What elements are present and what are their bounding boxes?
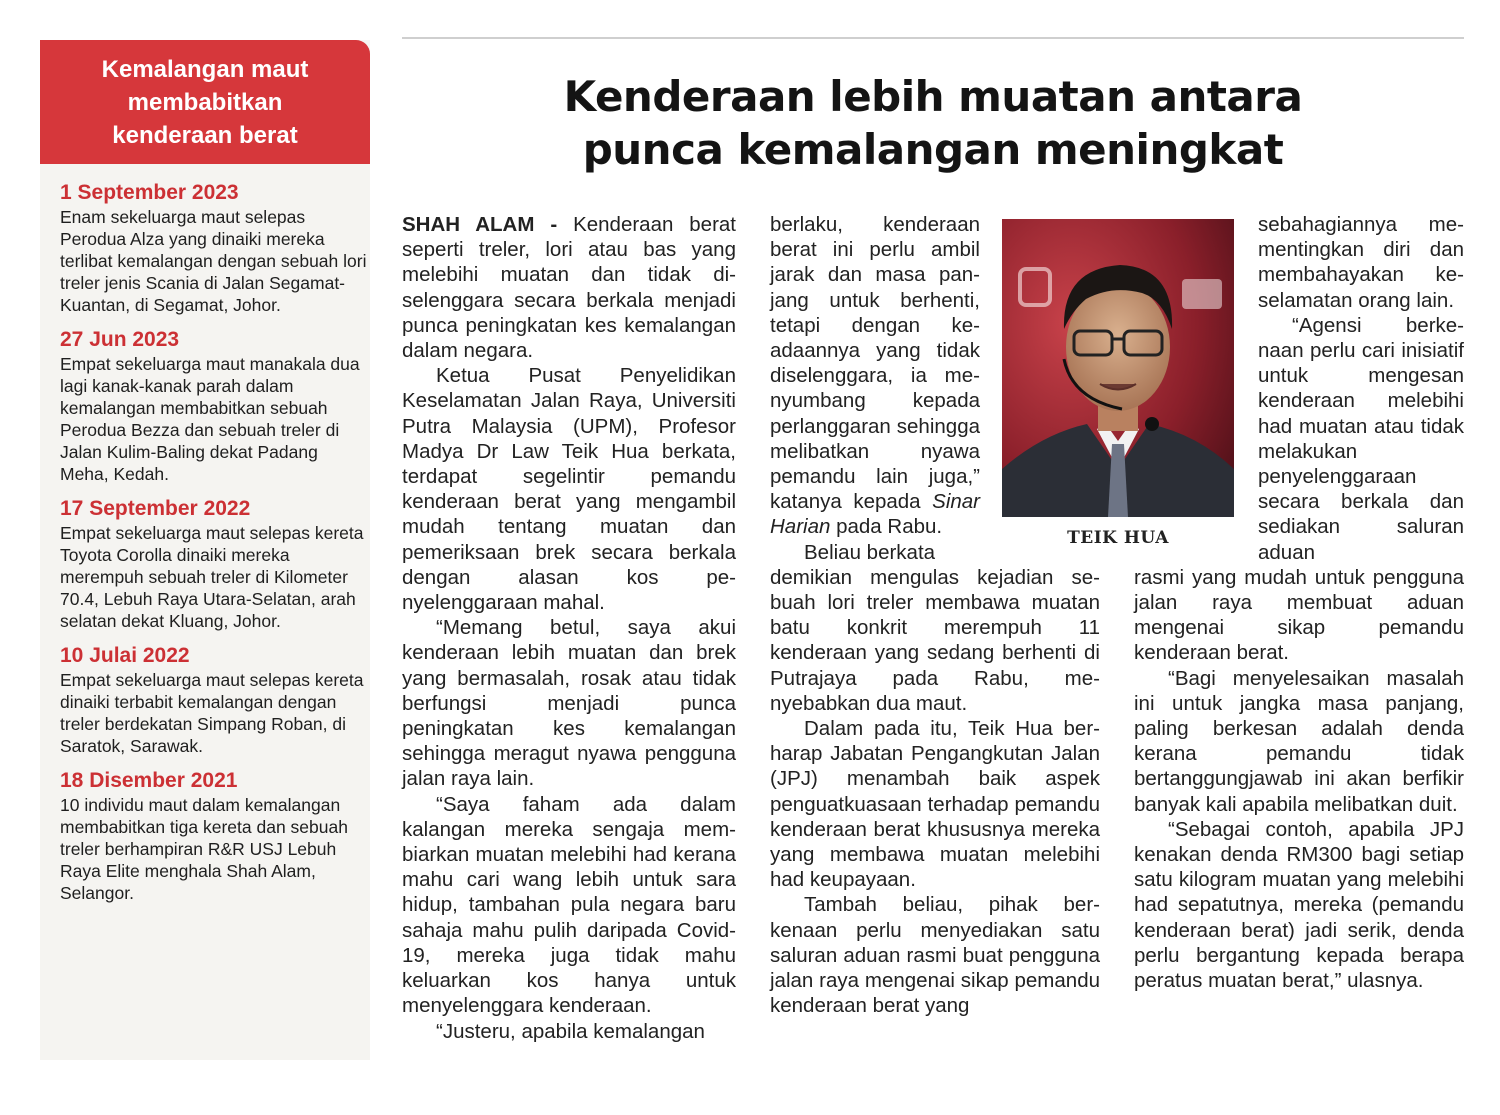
- article-paragraph: Tambah beliau, pihak berkenaan perlu menyediakan satu saluran aduan rasmi buat pengguna jalan raya mengenai sikap pemandu kenderaan berat yang: [770, 893, 1100, 1018]
- article-paragraph-continued: sebahagiannya mementingkan diri dan membahayakan keselamatan orang lain.: [1258, 213, 1464, 312]
- article-paragraph: Dalam pada itu, Teik Hua berharap Jabatan Pengangkutan Jalan (JPJ) menambah baik aspek penguatkuasaan terhadap pemandu kenderaan berat khususnya mereka yang membawa muatan melebihi had keupayaan.: [770, 717, 1100, 892]
- event-description: 10 individu maut dalam kemalangan membabitkan tiga kereta dan sebuah treler berhampiran R&R USJ Lebuh Raya Elite menghala Shah Alam, Selangor.: [60, 795, 348, 903]
- newspaper-name: Sinar Harian: [770, 490, 980, 539]
- paragraph-text: pada Rabu.: [836, 515, 943, 539]
- event-date: 18 Disember 2021: [60, 769, 238, 792]
- event-date: 27 Jun 2023: [60, 328, 180, 351]
- event-item: [60, 327, 370, 485]
- article-paragraph: “Memang betul, saya akui kenderaan lebih muatan dan brek yang bermasalah, rosak atau tidak berfungsi menjadi punca peningkatan kes kemalangan sehingga meragut nyawa pengguna jalan raya lain.: [402, 616, 736, 791]
- dateline: SHAH ALAM -: [402, 213, 558, 236]
- event-description: Empat sekeluarga maut manakala dua lagi kanak-kanak parah dalam kemalangan membabitkan sebuah Perodua Bezza dan sebuah treler di Jalan Kulim-Baling dekat Padang Meha, Kedah.: [60, 354, 360, 484]
- top-divider: [402, 37, 1464, 39]
- sidebar-timeline: [40, 40, 370, 1060]
- article-column-1: [402, 212, 736, 1044]
- event-description: Empat sekeluarga maut selepas kereta dinaiki terbabit kemalangan dengan treler berdekatan Simpang Roban, di Saratok, Sarawak.: [60, 670, 364, 756]
- article-paragraph: Ketua Pusat Penyelidikan Keselamatan Jalan Raya, Universiti Putra Malaysia (UPM), Profesor Madya Dr Law Teik Hua berkata, terdapat segelintir pemandu kenderaan berat yang mengambil mudah tentang muatan dan pemeriksaan brek secara berkala dengan alasan kos penyelenggaraan mahal.: [402, 364, 736, 615]
- article-paragraph: “Sebagai contoh, apabila JPJ kenakan denda RM300 bagi setiap satu kilogram muatan yang melebihi had sepatutnya, mereka (pemandu kenderaan berat) jadi serik, denda perlu bergantung kepada berapa peratus muatan berat,” ulasnya.: [1134, 817, 1464, 993]
- article-paragraph: “Justeru, apabila kemalangan: [436, 1019, 705, 1043]
- event-date: 17 September 2022: [60, 497, 251, 520]
- paragraph-text: Kenderaan berat seperti treler, lori atau bas yang melebihi muatan dan tidak diselenggara secara berkala menjadi punca peningkatan kes kemalangan dalam negara.: [402, 213, 736, 363]
- event-description: Enam sekeluarga maut selepas Perodua Alza yang dinaiki mereka terlibat kemalangan dengan sebuah lori treler jenis Scania di Jalan Segamat-Kuantan, di Segamat, Johor.: [60, 207, 367, 315]
- event-item: [60, 180, 370, 316]
- event-list: [40, 164, 370, 904]
- event-date: 1 September 2023: [60, 181, 239, 204]
- sidebar-title-line: kenderaan berat: [112, 121, 298, 149]
- portrait-illustration: [1002, 219, 1234, 517]
- article-paragraph-continued: demikian mengulas kejadian sebuah lori treler membawa muatan batu konkrit merempuh 11 kenderaan yang sedang berhenti di Putrajaya pada Rabu, menyebabkan dua maut.: [770, 565, 1100, 715]
- event-item: [60, 768, 370, 904]
- article-paragraph: [402, 212, 736, 363]
- article-paragraph-continued: rasmi yang mudah untuk pengguna jalan raya membuat aduan mengenai sikap pemandu kenderaan berat.: [1134, 565, 1464, 665]
- headline-line: Kenderaan lebih muatan antara: [563, 72, 1303, 121]
- event-item: [60, 643, 370, 757]
- article-paragraph-start: Beliau berkata: [804, 540, 936, 564]
- event-date: 10 Julai 2022: [60, 644, 190, 667]
- event-item: [60, 496, 370, 632]
- sidebar-title-line: Kemalangan maut: [101, 55, 309, 83]
- headline-line: punca kemalangan meningkat: [582, 125, 1284, 174]
- sidebar-title: [40, 40, 370, 164]
- event-description: Empat sekeluarga maut selepas kereta Toyota Corolla dinaiki mereka merempuh sebuah treler di Kilometer 70.4, Lebuh Raya Utara-Selatan, arah selatan dekat Kluang, Johor.: [60, 523, 364, 631]
- article-paragraph: [770, 212, 980, 540]
- photo-caption: TEIK HUA: [1067, 528, 1169, 548]
- article-paragraph: “Bagi menyelesaikan masalah ini untuk jangka masa panjang, paling berkesan adalah denda kerana pemandu tidak bertanggungjawab ini akan berfikir banyak kali apabila melibatkan duit.: [1134, 666, 1464, 816]
- portrait-photo: [1002, 219, 1234, 517]
- sidebar-title-line: membabitkan: [127, 88, 283, 116]
- article-headline: [402, 70, 1464, 176]
- article-paragraph: “Agensi berkenaan perlu cari inisiatif untuk mengesan kenderaan melebihi had muatan atau tidak melakukan penyelenggaraan secara berkala dan sediakan saluran aduan: [1258, 313, 1464, 564]
- article-paragraph: “Saya faham ada dalam kalangan mereka sengaja membiarkan muatan melebihi had kerana mahu cari wang lebih untuk sara hidup, tambahan pula negara baru sahaja mahu pulih daripada Covid-19, mereka juga tidak mahu keluarkan kos hanya untuk menyelenggara kenderaan.: [402, 792, 736, 1018]
- paragraph-text: berlaku, kenderaan berat ini perlu ambil jarak dan masa panjang untuk berhenti, tetapi dengan keadaannya yang tidak diselenggara, ia menyumbang kepada perlanggaran sehingga melibatkan nyawa pemandu lain juga,” katanya kepada: [770, 213, 980, 514]
